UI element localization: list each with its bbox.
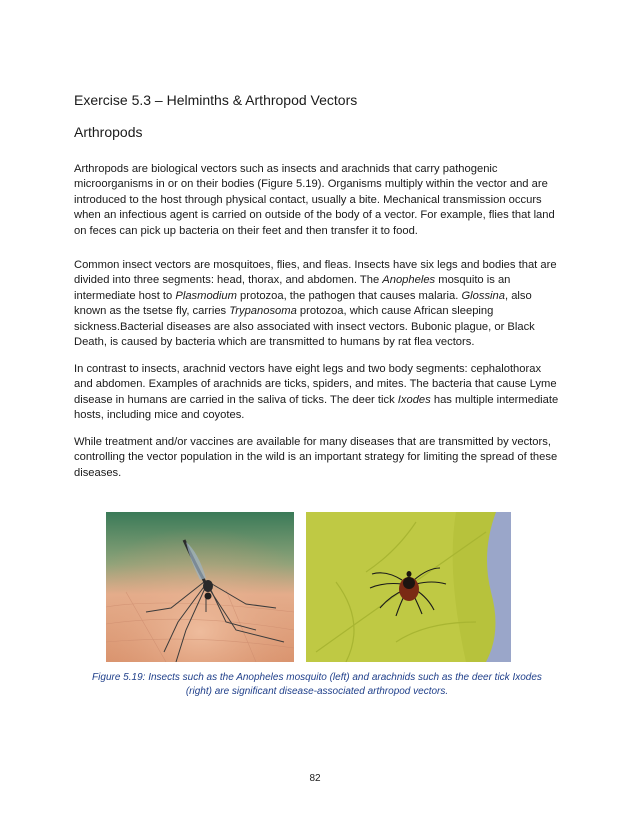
mosquito-photo [106, 512, 294, 662]
caption-line-2: (right) are significant disease-associated arthropod vectors. [185, 686, 449, 697]
exercise-heading: Exercise 5.3 – Helminths & Arthropod Vectors [74, 92, 358, 108]
p2-text: protozoa, which cause African sleeping sickness.Bacterial diseases are also associated with insect vectors. Bubonic plague, or Black Death, is caused by bacteria which are transmitted to humans by rat flea vectors. [74, 305, 535, 349]
p2-trypanosoma: Trypanosoma [229, 305, 297, 318]
figure-caption [74, 671, 560, 699]
p2-anopheles: Anopheles [382, 274, 436, 287]
p2-text: mosquito is an intermediate host to [74, 274, 511, 302]
paragraph-insect-vectors [74, 258, 560, 350]
section-heading: Arthropods [74, 124, 143, 140]
p3-ixodes: Ixodes [397, 393, 431, 406]
p2-text: Common insect vectors are mosquitoes, flies, and fleas. Insects have six legs and bodies that are divided into three segments: head, thorax, and abdomen. The [74, 259, 557, 287]
paragraph-arachnid-vectors [74, 362, 560, 424]
caption-line-1: Figure 5.19: Insects such as the Anopheles mosquito (left) and arachnids such as the deer tick Ixodes [92, 672, 542, 683]
paragraph-vector-control: While treatment and/or vaccines are available for many diseases that are transmitted by vectors, controlling the vector population in the wild is an important strategy for limiting the spread of these diseases. [74, 436, 558, 479]
p3-text: has multiple intermediate hosts, including mice and coyotes. [74, 393, 559, 422]
page-number: 82 [309, 773, 321, 784]
p2-glossina: Glossina [461, 289, 505, 302]
p2-plasmodium: Plasmodium [175, 289, 237, 302]
p3-text: In contrast to insects, arachnid vectors have eight legs and two body segments: cephalothorax and abdomen. Examples of arachnids are ticks, spiders, and mites. The bacteria that cause Lyme disease in humans are carried in the saliva of ticks. The deer tick [74, 363, 557, 406]
paragraph-arthropod-intro: Arthropods are biological vectors such as insects and arachnids that carry pathogenic microorganisms in or on their bodies (Figure 5.19). Organisms multiply within the vector and are introduced to the host through physical contact, usually a bite. Mechanical transmission occurs when an infectious agent is carried on outside of the body of a vector. For example, flies that land on feces can pick up bacteria on their feet and then transfer it to food. [74, 163, 555, 237]
deer-tick-photo [306, 512, 511, 662]
p2-text: , also known as the tsetse fly, carries [74, 289, 532, 318]
p2-text: protozoa, the pathogen that causes malaria. [236, 289, 462, 302]
